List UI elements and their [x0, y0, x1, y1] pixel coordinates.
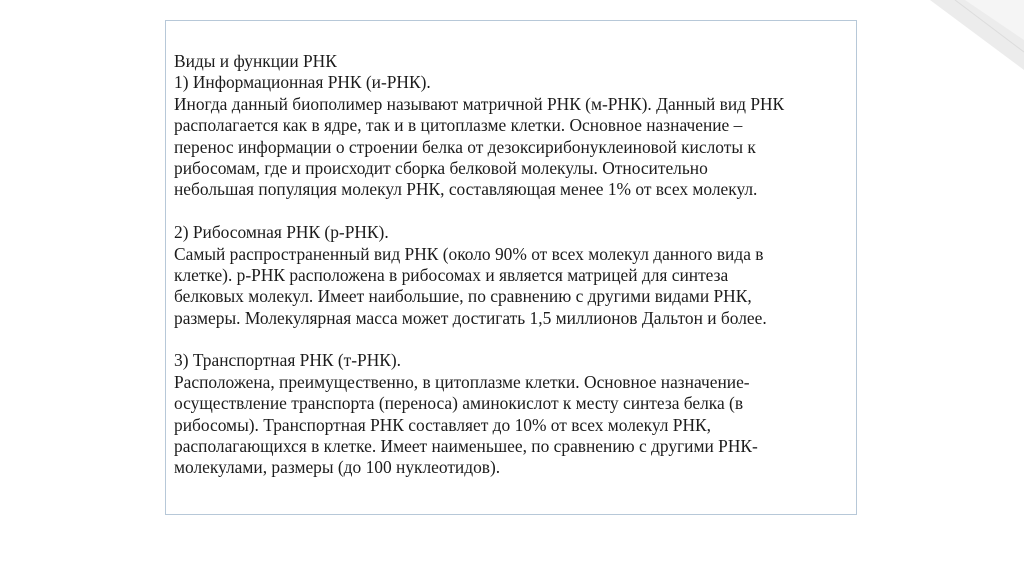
text-line: рибосомам, где и происходит сборка белковой молекулы. Относительно — [174, 157, 708, 178]
slide-title: Виды и функции РНК — [174, 51, 337, 71]
section-heading: 1) Информационная РНК (и-РНК). — [174, 72, 431, 93]
text-line: Расположена, преимущественно, в цитоплазме клетки. Основное назначение- — [174, 371, 750, 392]
section-mrna — [174, 51, 850, 201]
section-trna — [174, 350, 850, 478]
paragraph-gap — [174, 201, 850, 222]
text-line: молекулами, размеры (до 100 нуклеотидов). — [174, 457, 501, 478]
text-line: располагающихся в клетке. Имеет наименьшее, по сравнению с другими РНК- — [174, 436, 758, 457]
text-line: небольшая популяция молекул РНК, составляющая менее 1% от всех молекул. — [174, 179, 758, 200]
text-line: рибосомы). Транспортная РНК составляет до 10% от всех молекул РНК, — [174, 414, 711, 435]
slide-content — [174, 51, 850, 479]
text-line: размеры. Молекулярная масса может достигать 1,5 миллионов Дальтон и более. — [174, 307, 767, 328]
text-box — [165, 20, 857, 515]
text-line: располагается как в ядре, так и в цитоплазме клетки. Основное назначение – — [174, 115, 743, 136]
text-line: Самый распространенный вид РНК (около 90% от всех молекул данного вида в — [174, 243, 764, 264]
text-line: осуществление транспорта (переноса) аминокислот к месту синтеза белка (в — [174, 393, 744, 414]
section-heading: 2) Рибосомная РНК (р-РНК). — [174, 222, 389, 243]
text-line: белковых молекул. Имеет наибольшие, по сравнению с другими видами РНК, — [174, 286, 752, 307]
text-line: перенос информации о строении белка от дезоксирибонуклеиновой кислоты к — [174, 136, 756, 157]
text-line: клетке). р-РНК расположена в рибосомах и является матрицей для синтеза — [174, 264, 729, 285]
paragraph-gap — [174, 329, 850, 350]
section-rrna — [174, 222, 850, 329]
section-heading: 3) Транспортная РНК (т-РНК). — [174, 350, 402, 371]
text-line: Иногда данный биополимер называют матричной РНК (м-РНК). Данный вид РНК — [174, 93, 785, 114]
